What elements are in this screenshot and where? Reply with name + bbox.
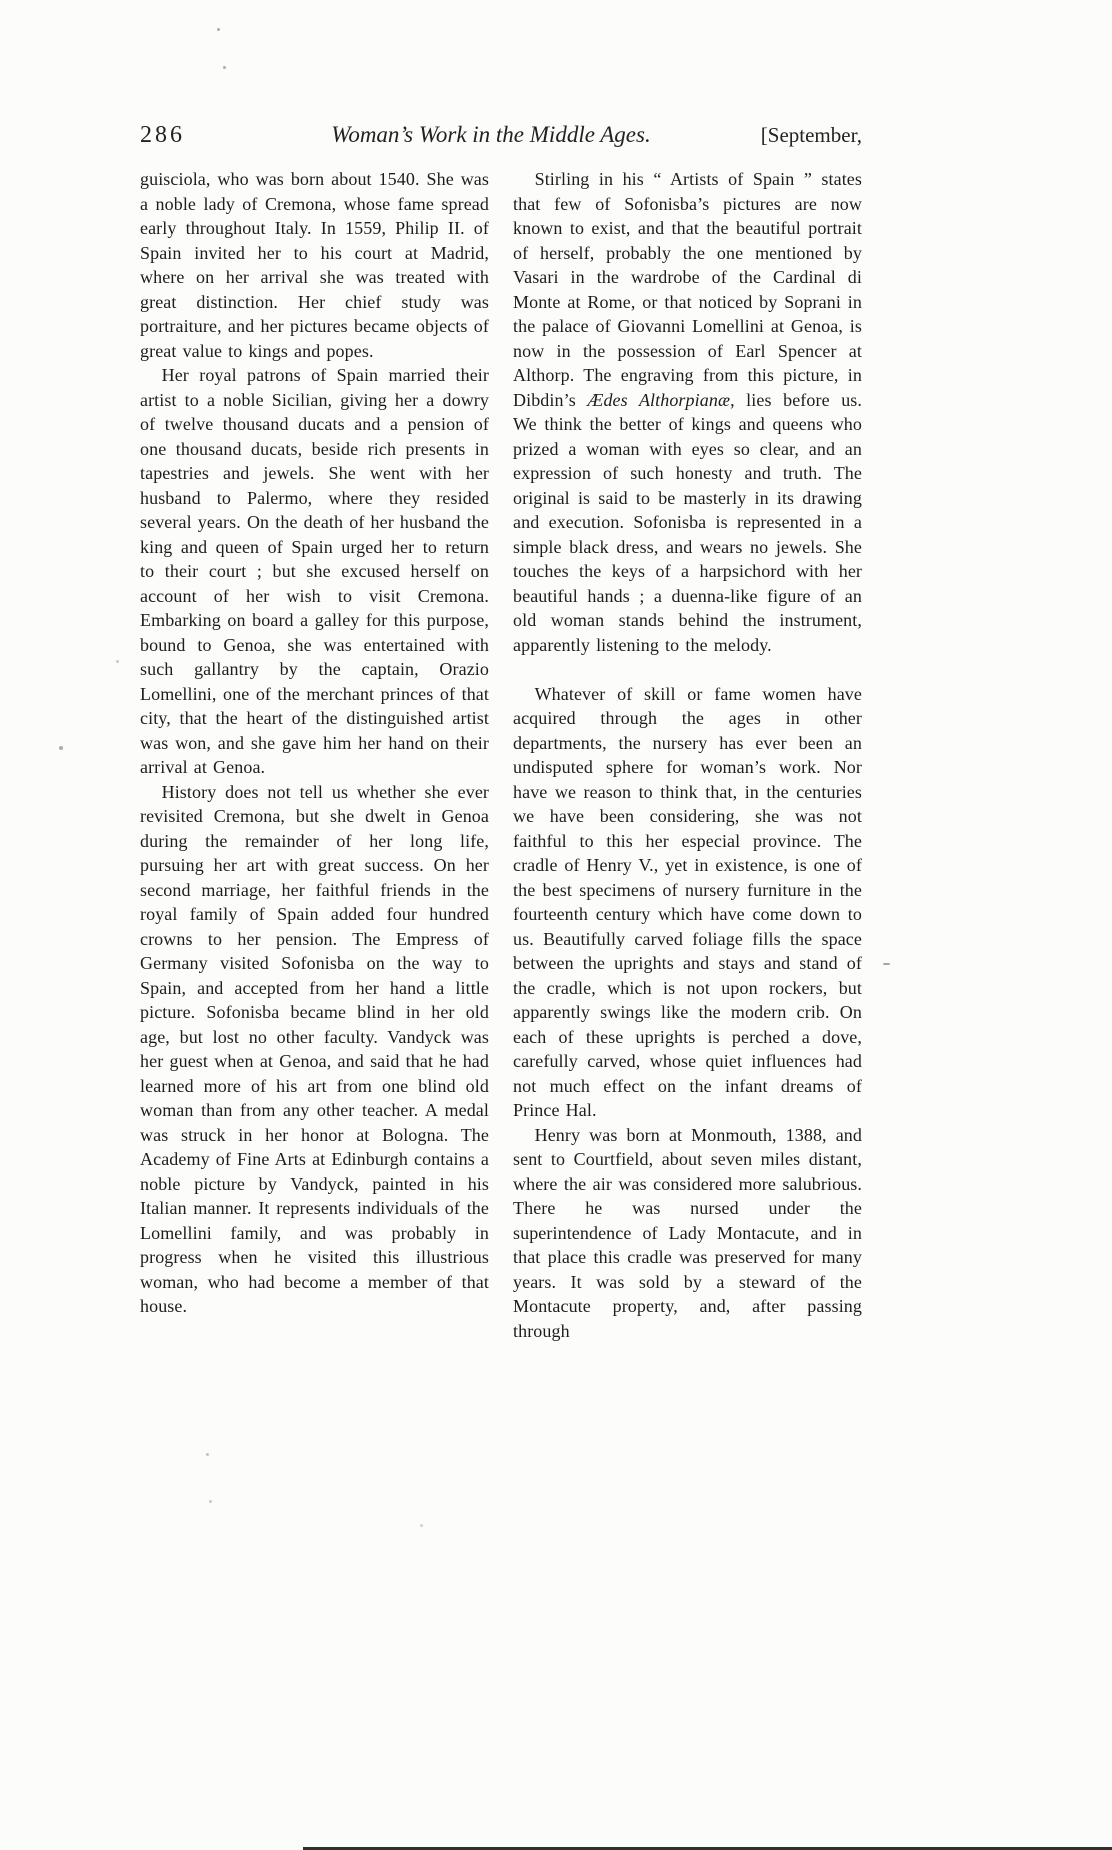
issue-date: [September, — [760, 123, 862, 147]
scan-speck — [420, 1524, 423, 1527]
running-title: Woman’s Work in the Middle Ages. — [331, 122, 651, 147]
scan-speck — [209, 1500, 212, 1503]
scan-speck — [206, 1453, 209, 1456]
scan-speck — [59, 746, 63, 750]
page-header — [140, 122, 862, 149]
scan-speck — [223, 66, 226, 69]
paragraph: Whatever of skill or fame women have acquired through the ages in other departments, the nursery has ever been an undisputed sphere for woman’s work. Nor have we reason to think that, in the centuries we have been considering, she was not faithful to this her especial province. The cradle of Henry V., yet in existence, is one of the best specimens of nursery furniture in the fourteenth century which have come down to us. Beautifully carved foliage fills the space between the uprights and stays and stand of the cradle, which is not upon rockers, but apparently swings like the modern crib. On each of these uprights is perched a dove, carefully carved, whose quiet influences had not much effect on the infant dreams of Prince Hal. — [513, 683, 862, 1120]
scan-speck — [883, 963, 890, 965]
right-column — [513, 167, 862, 1343]
paragraph: Stirling in his “ Artists of Spain ” states that few of Sofonisba’s pictures are now known to exist, and that the beautiful portrait of herself, probably the one mentioned by Vasari in the wardrobe of the Cardinal di Monte at Rome, or that noticed by Soprani in the palace of Giovanni Lomellini at Genoa, is now in the possession of Earl Spencer at Althorp. The engraving from this picture, in Dibdin’s Ædes Althorpianæ, lies before us. We think the better of kings and queens who prized a woman with eyes so clear, and an expression of such honesty and truth. The original is said to be masterly in its drawing and execution. Sofonisba is represented in a simple black dress, and wears no jewels. She touches the keys of a harpsichord with her beautiful hands ; a duenna-like figure of an old woman stands behind the instrument, apparently listening to the melody. — [513, 169, 862, 655]
paragraph: guisciola, who was born about 1540. She was a noble lady of Cremona, whose fame spread early throughout Italy. In 1559, Philip II. of Spain invited her to his court at Madrid, where on her arrival she was treated with great distinction. Her chief study was portraiture, and her pictures became objects of great value to kings and popes. — [140, 169, 489, 361]
scan-speck — [217, 28, 220, 31]
paragraph: Henry was born at Monmouth, 1388, and sent to Courtfield, about seven miles distant, where the air was considered more salubrious. There he was nursed under the superintendence of Lady Montacute, and in that place this cradle was preserved for many years. It was sold by a steward of the Montacute property, and, after passing through — [513, 1124, 862, 1341]
paragraph: Her royal patrons of Spain married their artist to a noble Sicilian, giving her a dowry of twelve thousand ducats and a pension of one thousand ducats, beside rich presents in tapestries and jewels. She went with her husband to Palermo, where they resided several years. On the death of her husband the king and queen of Spain urged her to return to their court ; but she excused herself on account of her wish to visit Cremona. Embarking on board a galley for this purpose, bound to Genoa, she was entertained with such gallantry by the captain, Orazio Lomellini, one of the merchant princes of that city, that the heart of the distinguished artist was won, and she gave him her hand on their arrival at Genoa. — [140, 365, 489, 777]
left-column — [140, 167, 489, 1343]
text-columns — [140, 167, 862, 1343]
paragraph: History does not tell us whether she ever revisited Cremona, but she dwelt in Genoa during the remainder of her long life, pursuing her art with great success. On her second marriage, her faithful friends in the royal family of Spain added four hundred crowns to her pension. The Empress of Germany visited Sofonisba on the way to Spain, and accepted from her hand a little picture. Sofonisba became blind in her old age, but lost no other faculty. Vandyck was her guest when at Genoa, and said that he had learned more of his art from one blind old woman than from any other teacher. A medal was struck in her honor at Bologna. The Academy of Fine Arts at Edinburgh contains a noble picture by Vandyck, painted in his Italian manner. It represents individuals of the Lomellini family, and was probably in progress when he visited this illustrious woman, who had become a member of that house. — [140, 781, 489, 1316]
page-number: 286 — [140, 122, 185, 148]
scan-speck — [116, 660, 119, 663]
